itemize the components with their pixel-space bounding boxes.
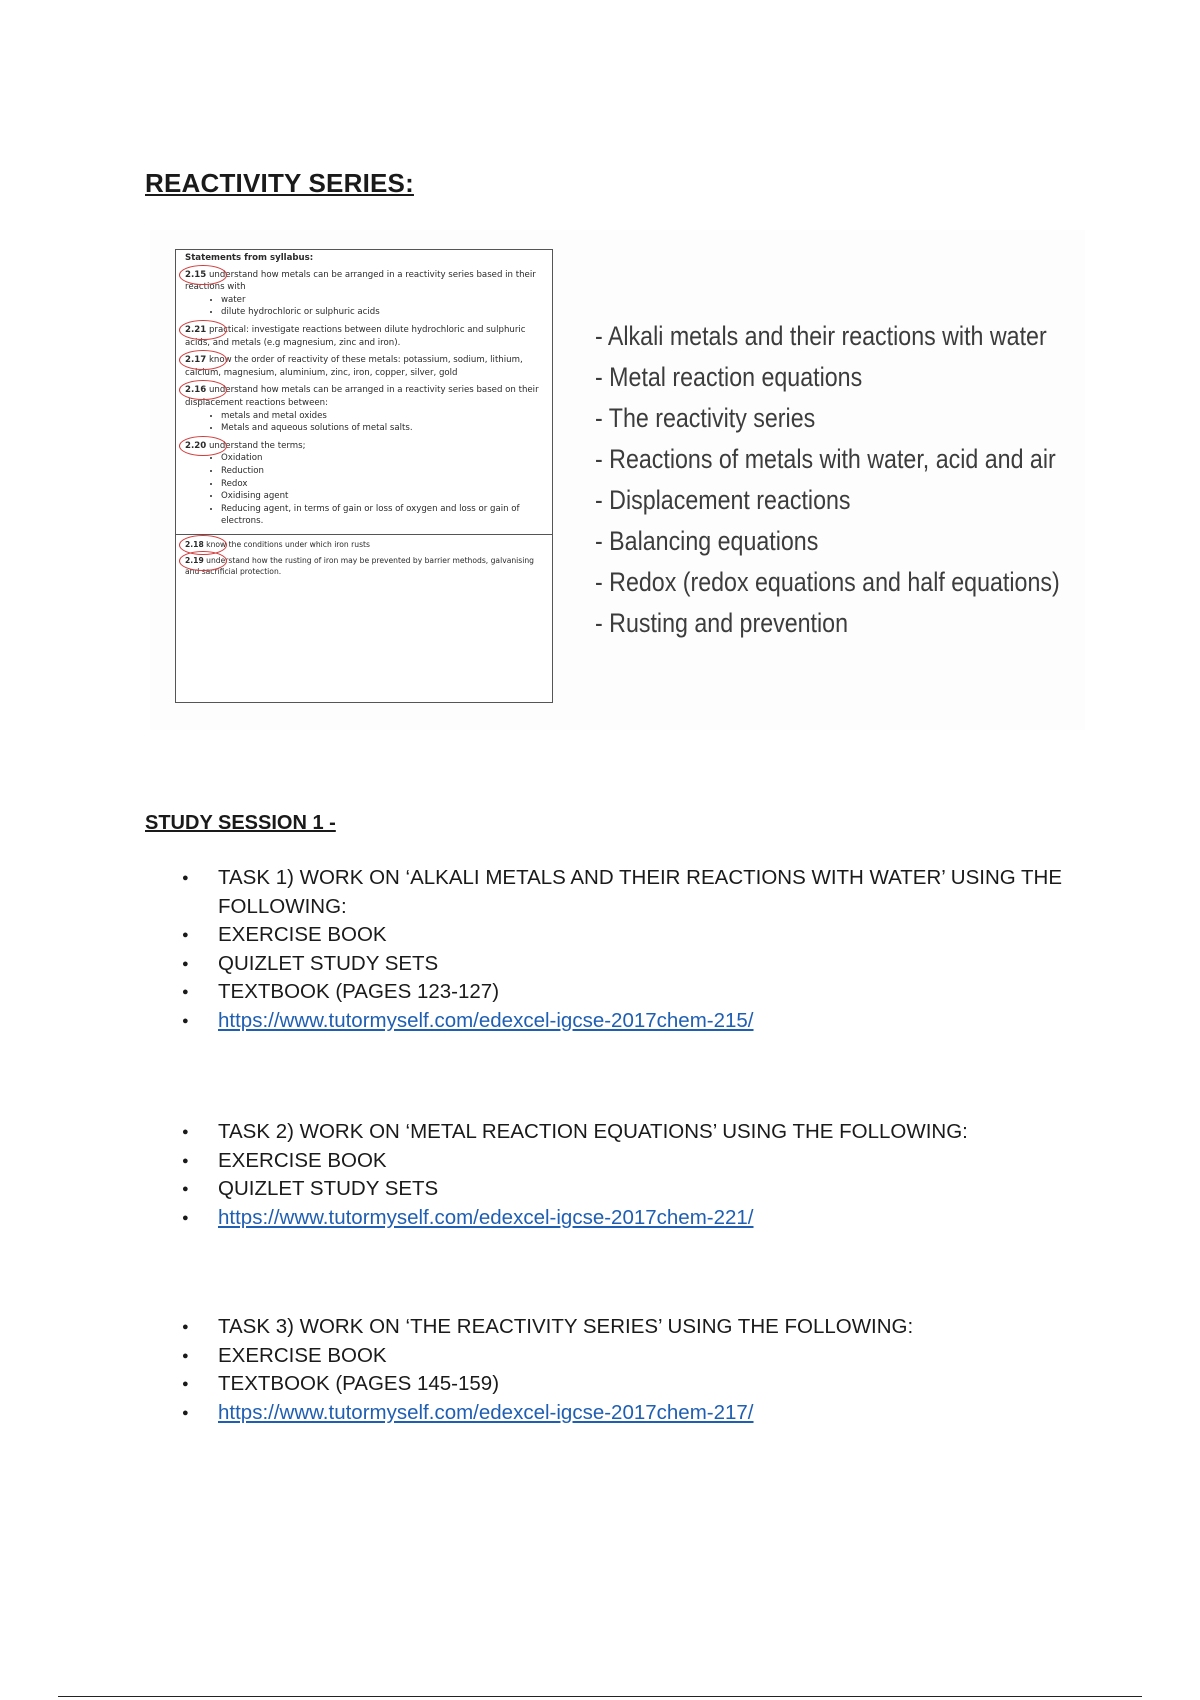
statement-bullet: • water: [221, 294, 546, 307]
statement-2-18: [185, 539, 546, 550]
statement-text: understand the terms;: [208, 440, 306, 451]
statement-text: understand how metals can be arranged in a reactivity series based in their reactions with: [185, 269, 536, 293]
statement-code: 2.21: [185, 324, 207, 335]
list-item: [182, 1007, 1102, 1036]
syllabus-box: [175, 249, 553, 703]
statement-code: 2.19: [185, 555, 204, 565]
task-1-link[interactable]: https://www.tutormyself.com/edexcel-igcse-2017chem-215/: [218, 1008, 754, 1032]
statement-bullet: • metals and metal oxides: [221, 410, 546, 423]
statement-code: 2.17: [185, 355, 207, 366]
task-2-link[interactable]: https://www.tutormyself.com/edexcel-igcse-2017chem-221/: [218, 1205, 754, 1229]
task-2-heading: ● TASK 2) WORK ON ‘METAL REACTION EQUATIONS’ USING THE FOLLOWING:: [182, 1118, 1102, 1147]
statement-2-16: [185, 384, 546, 434]
task-3-list: [182, 1313, 1102, 1427]
page-title: REACTIVITY SERIES:: [145, 168, 414, 198]
statement-text: understand how metals can be arranged in a reactivity series based on their displacement reactions between:: [185, 385, 539, 408]
topic-item: - Reactions of metals with water, acid and air: [595, 444, 1056, 474]
syllabus-heading: Statements from syllabus:: [185, 253, 314, 263]
list-item: [182, 1204, 1102, 1233]
list-item: ● EXERCISE BOOK: [182, 1342, 1102, 1371]
list-item: ● TEXTBOOK (PAGES 123-127): [182, 978, 1102, 1007]
topic-list: [595, 316, 1060, 644]
statement-bullet: • Oxidation: [221, 452, 546, 465]
statement-bullet: • Reducing agent, in terms of gain or loss of oxygen and loss or gain of electrons.: [221, 503, 546, 528]
statement-code: 2.15: [185, 269, 207, 280]
statement-bullet: • dilute hydrochloric or sulphuric acids: [221, 306, 546, 319]
topic-item: - Redox (redox equations and half equations): [595, 567, 1060, 597]
statement-code: 2.18: [185, 539, 204, 549]
statement-2-20: [185, 440, 546, 528]
task-1-list: [182, 864, 1102, 1035]
statement-text: know the order of reactivity of these metals: potassium, sodium, lithium, calcium, magnesium, aluminium, zinc, iron, copper, silver, gold: [185, 355, 523, 378]
statement-2-17: [185, 354, 546, 379]
list-item: ● QUIZLET STUDY SETS: [182, 950, 1102, 979]
topic-item: - Alkali metals and their reactions with water: [595, 321, 1047, 351]
session-title: STUDY SESSION 1 -: [145, 812, 336, 834]
statement-text: understand how the rusting of iron may be prevented by barrier methods, galvanising and sacrificial protection.: [185, 555, 534, 576]
topic-item: - Metal reaction equations: [595, 362, 863, 392]
list-item: ● TEXTBOOK (PAGES 145-159): [182, 1370, 1102, 1399]
statement-code: 2.20: [185, 440, 207, 451]
statement-text: know the conditions under which iron rusts: [206, 539, 370, 549]
statement-code: 2.16: [185, 385, 207, 396]
topic-item: - Displacement reactions: [595, 485, 851, 515]
topic-item: - Balancing equations: [595, 526, 819, 556]
list-item: ● EXERCISE BOOK: [182, 1147, 1102, 1176]
statement-bullet: • Reduction: [221, 465, 546, 478]
list-item: ● EXERCISE BOOK: [182, 921, 1102, 950]
statement-2-15: [185, 269, 546, 319]
statement-2-19: [185, 555, 546, 577]
task-1-heading: ● TASK 1) WORK ON ‘ALKALI METALS AND THEIR REACTIONS WITH WATER’ USING THE FOLLOWING:: [182, 864, 1102, 921]
statement-text: practical: investigate reactions between dilute hydrochloric and sulphuric acids, and metals (e.g magnesium, zinc and iron).: [185, 324, 526, 348]
task-2-list: [182, 1118, 1102, 1232]
syllabus-divider: [176, 534, 552, 535]
list-item: ● QUIZLET STUDY SETS: [182, 1175, 1102, 1204]
footer-divider: [58, 1696, 1142, 1697]
statement-bullet: • Redox: [221, 478, 546, 491]
statement-bullet: • Oxidising agent: [221, 490, 546, 503]
task-3-link[interactable]: https://www.tutormyself.com/edexcel-igcse-2017chem-217/: [218, 1400, 754, 1424]
statement-2-21: [185, 324, 546, 349]
topic-item: - Rusting and prevention: [595, 608, 849, 638]
list-item: [182, 1399, 1102, 1428]
statement-bullet: • Metals and aqueous solutions of metal salts.: [221, 422, 546, 435]
task-3-heading: ● TASK 3) WORK ON ‘THE REACTIVITY SERIES’ USING THE FOLLOWING:: [182, 1313, 1102, 1342]
topic-item: - The reactivity series: [595, 403, 816, 433]
